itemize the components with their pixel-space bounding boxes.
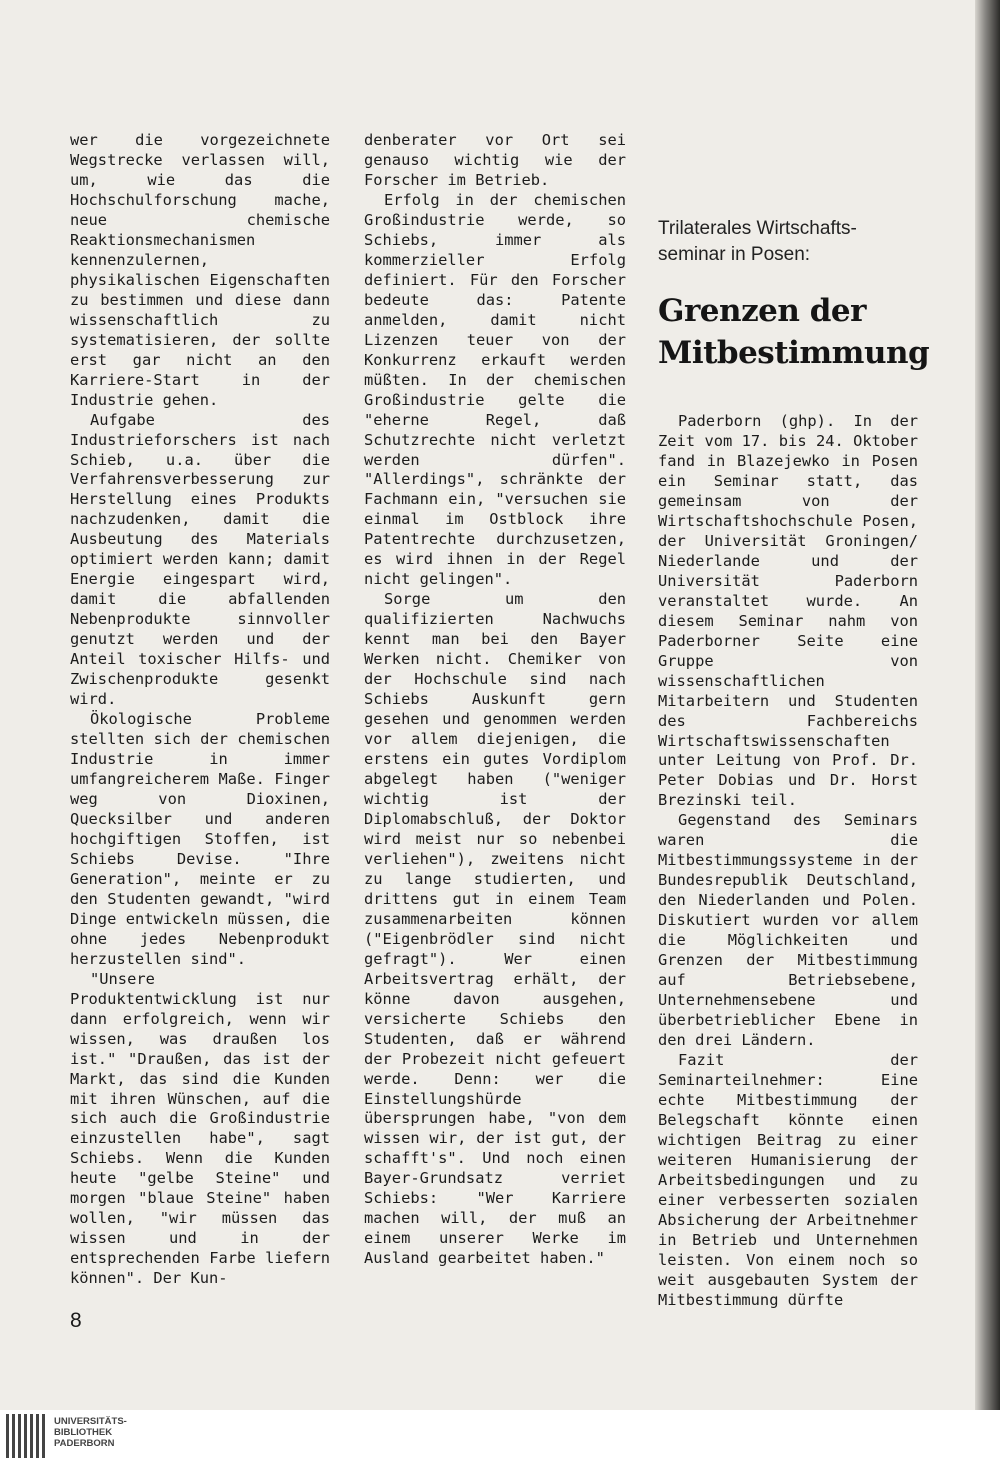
kicker-line: seminar in Posen: [658, 244, 811, 265]
library-name [54, 1416, 127, 1449]
library-line: BIBLIOTHEK [54, 1427, 113, 1438]
paragraph: wer die vorgezeichnete Wegstrecke verlassen will, um, wie das die Hochschulforschung mache, neue chemische Reaktionsmechanismen kennenzulernen, physikalischen Eigenschaften zu bestimmen und diese dann wissenschaftlich zu systematisieren, der sollte erst gar nicht an den Karriere-Start in der Industrie gehen. [70, 131, 330, 409]
paragraph: Aufgabe des Industrieforschers ist nach Schieb, u.a. über die Verfahrensverbesserung zur Herstellung eines Produkts nachzudenken, damit die Ausbeutung des Materials optimiert werden kann; damit Energie eingespart wird, damit die abfallenden Nebenprodukte sinnvoller genutzt werden und der Anteil toxischer Hilfs- und Zwischenprodukte gesenkt wird. [70, 410, 330, 709]
paragraph: denberater vor Ort sei genauso wichtig wie der Forscher im Betrieb. [364, 131, 626, 189]
library-line: PADERBORN [54, 1438, 115, 1449]
paragraph: Erfolg in der chemischen Großindustrie werde, so Schiebs, immer als kommerzieller Erfolg definiert. Für den Forscher bedeute das: Patente anmelden, damit nicht Lizenzen teuer von der Konkurrenz erkauft werden müßten. In der chemischen Großindustrie gelte die "eherne Regel, daß Schutzrechte nicht verletzt werden dürfen". "Allerdings", schränkte der Fachmann ein, "versuchen sie einmal im Ostblock ihre Patentrechte durchzusetzen, es wird ihnen in der Regel nicht gelingen". [364, 190, 626, 589]
paragraph: Gegenstand des Seminars waren die Mitbestimmungssysteme in der Bundesrepublik Deutschland, den Niederlanden und Polen. Diskutiert wurden vor allem die Möglichkeiten und Grenzen der Mitbestimmung auf Betriebsebene, Unternehmensebene und überbetrieblicher Ebene in den drei Ländern. [658, 811, 918, 1050]
paragraph: Ökologische Probleme stellten sich der chemischen Industrie in immer umfangreicherem Maße. Finger weg von Dioxinen, Quecksilber und anderen hochgiftigen Stoffen, ist Schiebs Devise. "Ihre Generation", meinte er zu den Studenten gewandt, "wird Dinge entwickeln müssen, die ohne jedes Nebenprodukt herzustellen sind". [70, 710, 330, 968]
paragraph: Sorge um den qualifizierten Nachwuchs kennt man bei den Bayer Werken nicht. Chemiker von der Hochschule sind nach Schiebs Auskunft gern gesehen und genommen werden vor allem diejenigen, die erstens ein gutes Vordiplom abgelegt haben ("weniger wichtig ist der Diplomabschluß, der Doktor wird meist nur so nebenbei verliehen"), zweitens nicht zu lange studierten, und drittens gut in einem Team zusammenarbeiten können ("Eigenbrödler sind nicht gefragt"). Wer einen Arbeitsvertrag erhält, der könne davon ausgehen, versicherte Schiebs den Studenten, daß er während der Probezeit nicht gefeuert werde. Denn: wer die Einstellungshürde übersprungen habe, "von dem wissen wir, der ist gut, der schafft's". Und noch einen Bayer-Grundsatz verriet Schiebs: "Wer Karriere machen will, der muß an einem unserer Werke im Ausland gearbeitet haben." [364, 590, 626, 1268]
paragraph: Fazit der Seminarteilnehmer: Eine echte Mitbestimmung der Belegschaft könnte einen wichtigen Beitrag zu einer weiteren Humanisierung der Arbeitsbedingungen und zu einer verbesserten sozialen Absicherung der Arbeitnehmer in Betrieb und Unternehmen leisten. Von einem noch so weit ausgebauten System der Mitbestimmung dürfte [658, 1051, 918, 1309]
paragraph: Paderborn (ghp). In der Zeit vom 17. bis 24. Oktober fand in Blazejewko in Posen ein Seminar statt, das gemeinsam von der Wirtschaftshochschule Posen, der Universität Groningen/ Niederlande und der Universität Paderborn veranstaltet wurde. An diesem Seminar nahm von Paderborner Seite eine Gruppe von wissenschaftlichen Mitarbeitern und Studenten des Fachbereichs Wirtschaftswissenschaften unter Leitung von Prof. Dr. Peter Dobias und Dr. Horst Brezinski teil. [658, 412, 918, 810]
article-kicker [658, 216, 928, 268]
paragraph: "Unsere Produktentwicklung ist nur dann erfolgreich, wenn wir wissen, was draußen los ist." "Draußen, das ist der Markt, das sind die Kunden mit ihren Wünschen, auf die sich auch die Großindustrie einzustellen habe", sagt Schiebs. Wenn die Kunden heute "gelbe Steine" und morgen "blaue Steine" haben wollen, "wir müssen das wissen und in der entsprechenden Farbe liefern können". Der Kun- [70, 969, 330, 1288]
article-headline [658, 290, 958, 374]
kicker-line: Trilaterales Wirtschafts- [658, 218, 857, 239]
library-footer [0, 1410, 1000, 1465]
page-number: 8 [70, 1309, 82, 1332]
article-column-1 [70, 131, 330, 1289]
library-line: UNIVERSITÄTS- [54, 1416, 127, 1427]
headline-line: Grenzen der [658, 293, 866, 329]
barcode-icon [6, 1414, 48, 1458]
headline-line: Mitbestimmung [658, 335, 930, 371]
binding-spine [975, 0, 1000, 1410]
article-column-3 [658, 412, 918, 1311]
article-column-2 [364, 131, 626, 1269]
